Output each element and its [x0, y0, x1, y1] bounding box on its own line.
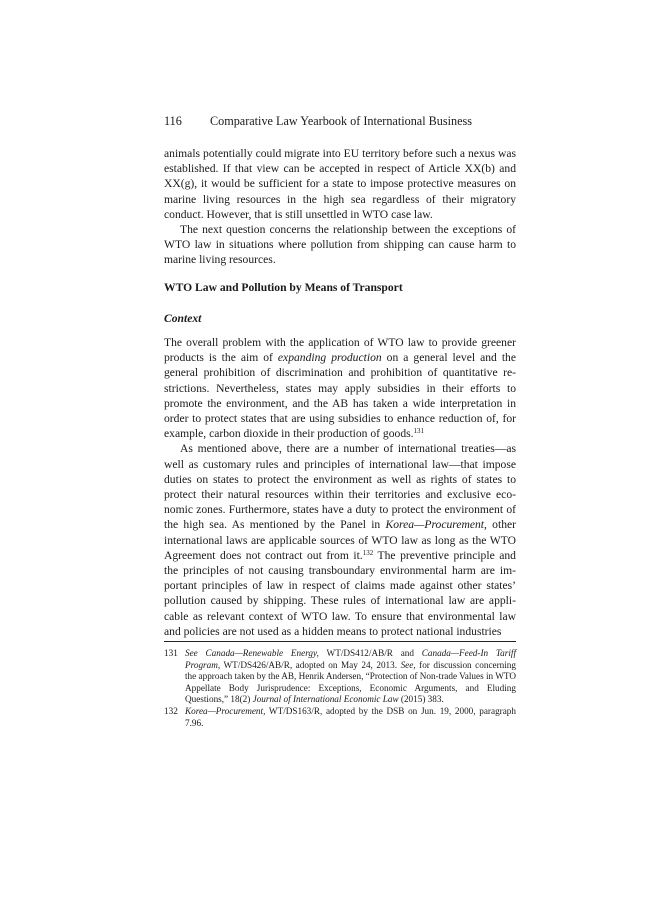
context-paragraph-2 — [164, 441, 516, 639]
case-name: Korea—Procurement — [385, 518, 485, 532]
footnote-italic: Canada—Feed-In Tariff Program — [185, 648, 516, 670]
emphasis-text: expanding production — [277, 351, 382, 365]
text-run: The preventive principle and the principles of not causing transboundary environmental harm are important principles of law in respect of claims made against other states’ pollution caused by shipping. These rules of international law are applicable as relevant context of WTO law. To ensure that environmental law and policies are not used as a hidden means to protect national industries — [164, 548, 516, 638]
intro-paragraph-2: The next question concerns the relationship between the exceptions of WTO law in situations where pollution from shipping can cause harm to marine living resources. — [164, 223, 516, 267]
footnote-number: 132 — [164, 705, 178, 716]
text-run: , other international laws are applicable sources of WTO law as long as the WTO Agreement does not contract out from it. — [164, 518, 517, 562]
page-number: 116 — [164, 114, 182, 128]
footnote-number: 131 — [164, 648, 178, 658]
footnote-ref-132[interactable]: 132 — [362, 548, 374, 557]
footnote-run: (2015) 383. — [398, 694, 444, 705]
text-run: As mentioned above, there are a number of international treaties—as well as customary rules and principles of international law—that impose duties on states to protect the environment as well as rights of states to protect their natural resources within their territories and exclusive economic zones. Furthermore, states have a duty to protect the environment of the high sea. As mentioned by the Panel in — [164, 442, 516, 532]
footnote-run: , for discussion concerning the approach taken by the AB, Henrik Andersen, “Protection of Non-trade Values in WTO Appellate Body Jurisprudence: Exceptions, Economic Arguments, and Eluding Questions,” 18(2) — [185, 659, 516, 705]
running-head — [164, 113, 516, 129]
footnote-131 — [164, 648, 516, 706]
footnote-italic: See — [400, 659, 414, 670]
subsection-heading: Context — [164, 312, 202, 325]
running-title: Comparative Law Yearbook of International Business — [210, 114, 472, 128]
footnote-ref-131[interactable]: 131 — [413, 427, 425, 436]
footnotes — [164, 648, 516, 729]
context-block — [164, 335, 516, 639]
context-paragraph-1 — [164, 335, 516, 441]
footnote-divider — [164, 641, 516, 642]
footnote-italic: Journal of International Economic Law — [252, 694, 399, 705]
footnote-run: , WT/DS163/R, adopted by the DSB on Jun. 19, 2000, paragraph 7.96. — [185, 705, 516, 728]
section-heading: WTO Law and Pollution by Means of Transport — [164, 281, 403, 294]
text-run: The overall problem with the application of WTO law to provide greener products is the aim of — [164, 336, 516, 365]
footnote-italic: See Canada—Renewable Energy, — [185, 648, 319, 658]
intro-block — [164, 146, 516, 268]
intro-paragraph-1: animals potentially could migrate into EU territory before such a nexus was established. If that view can be accepted in respect of Article XX(b) and XX(g), it would be sufficient for a state to impose protective measures on marine living resources in the high sea regardless of their migratory conduct. However, that is still unsettled in WTO case law. — [164, 147, 516, 221]
footnote-run: , WT/DS426/AB/R, adopted on May 24, 2013. — [217, 659, 401, 670]
footnote-italic: Korea—Procurement — [185, 705, 264, 716]
footnote-text — [185, 706, 516, 729]
text-run: on a general level and the general prohibition of discrimination and prohibition of quantitative restrictions. Nevertheless, states may apply subsidies in their efforts to promote the environment, and the AB has taken a wide interpretation in order to protect states that are using subsidies to enhance reduction of, for example, carbon dioxide in their production of goods. — [164, 351, 516, 441]
footnote-132 — [164, 706, 516, 729]
footnote-text — [185, 648, 516, 706]
footnote-run: WT/DS412/AB/R and — [318, 648, 422, 658]
